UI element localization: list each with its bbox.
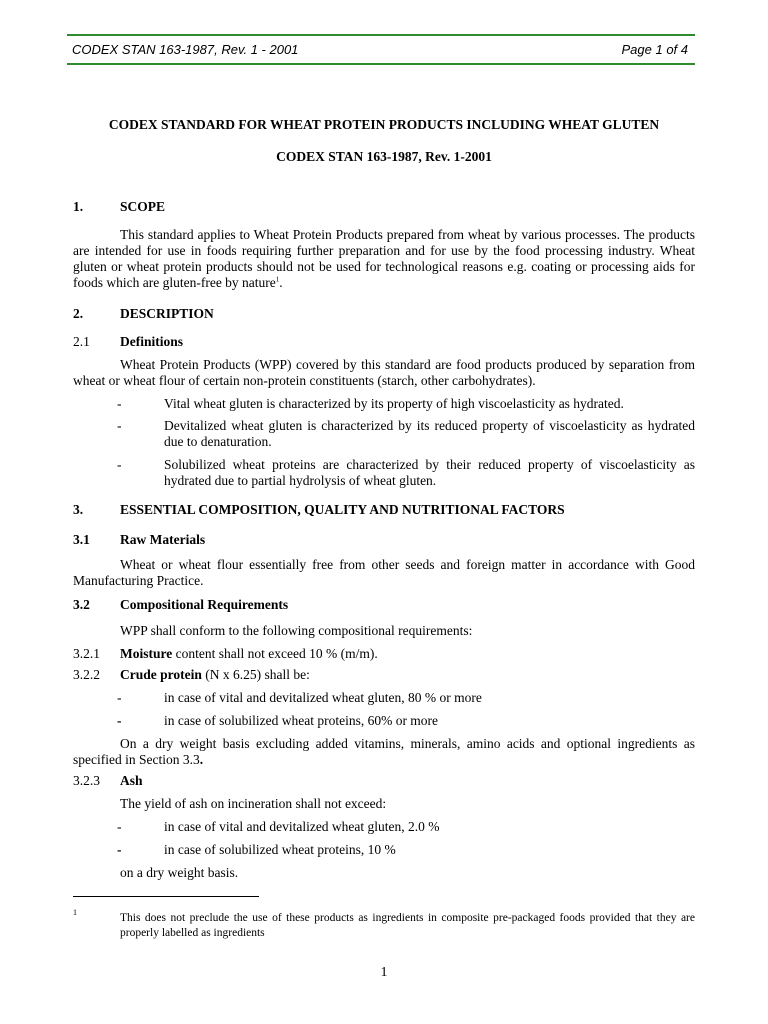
document-subtitle: CODEX STAN 163-1987, Rev. 1-2001 xyxy=(276,149,492,164)
crude-protein-requirement xyxy=(120,667,310,683)
section-2-heading: DESCRIPTION xyxy=(120,306,214,321)
definition-solubilized-proteins: Solubilized wheat proteins are characterized by their reduced property of viscoelasticity as hydrated due to partial hydrolysis of wheat gluten. xyxy=(164,457,695,488)
header-page-label: Page 1 of 4 xyxy=(621,42,688,57)
protein-dash: - xyxy=(117,690,122,705)
dry-weight-text: On a dry weight basis excluding added vitamins, minerals, amino acids and optional ingredients as specified in Section 3.3 xyxy=(73,736,695,767)
definition-dash: - xyxy=(117,418,122,433)
section-1-number: 1. xyxy=(73,199,84,214)
moisture-label: Moisture xyxy=(120,646,173,661)
definitions-paragraph: Wheat Protein Products (WPP) covered by this standard are food products produced by separation from wheat or wheat flour of certain non-protein constituents (starch, other carbohydrates). xyxy=(73,357,695,388)
page-number: 1 xyxy=(380,965,388,980)
scope-text: This standard applies to Wheat Protein Products prepared from wheat by various processes. The products are intended for use in foods requiring further preparation and for use by the food processing industry. Wheat gluten or wheat protein products should not be used for technological reasons e.g. coating or processing aids for foods which are gluten-free by nature xyxy=(73,227,695,290)
moisture-text: content shall not exceed 10 % (m/m). xyxy=(172,646,378,661)
section-1-paragraph xyxy=(73,227,695,291)
header-bottom-rule xyxy=(67,63,695,65)
section-3-number: 3. xyxy=(73,502,84,517)
dry-weight-period: . xyxy=(199,752,204,767)
protein-vital-devitalized: in case of vital and devitalized wheat gluten, 80 % or more xyxy=(164,690,482,705)
section-2-1-heading: Definitions xyxy=(120,334,184,349)
section-3-1-heading: Raw Materials xyxy=(120,532,206,547)
header-top-rule xyxy=(67,34,695,36)
footnote-number: 1 xyxy=(73,908,77,917)
ash-vital-devitalized: in case of vital and devitalized wheat gluten, 2.0 % xyxy=(164,819,440,834)
definition-dash: - xyxy=(117,396,122,411)
section-2-1-number: 2.1 xyxy=(73,334,90,349)
section-3-1-number: 3.1 xyxy=(73,532,90,547)
section-2-number: 2. xyxy=(73,306,84,321)
section-3-heading: ESSENTIAL COMPOSITION, QUALITY AND NUTRITIONAL FACTORS xyxy=(120,502,565,517)
ash-dash: - xyxy=(117,842,122,857)
moisture-requirement xyxy=(120,646,378,662)
footnote-ref-1[interactable]: 1 xyxy=(275,275,280,284)
header-doc-ref: CODEX STAN 163-1987, Rev. 1 - 2001 xyxy=(72,42,299,57)
ash-intro: The yield of ash on incineration shall not exceed: xyxy=(120,796,387,811)
footnote-text: This does not preclude the use of these products as ingredients in composite pre-packaged foods provided that they are properly labelled as ingredients xyxy=(120,912,695,939)
section-3-2-number: 3.2 xyxy=(73,597,90,612)
section-3-2-1-number: 3.2.1 xyxy=(73,646,100,661)
scope-text-end: . xyxy=(279,275,283,290)
ash-solubilized: in case of solubilized wheat proteins, 10 % xyxy=(164,842,396,857)
footnote-separator xyxy=(73,896,259,897)
document-title: CODEX STANDARD FOR WHEAT PROTEIN PRODUCTS INCLUDING WHEAT GLUTEN xyxy=(108,117,660,132)
raw-materials-paragraph: Wheat or wheat flour essentially free from other seeds and foreign matter in accordance with Good Manufacturing Practice. xyxy=(73,557,695,588)
section-3-2-2-number: 3.2.2 xyxy=(73,667,100,682)
section-3-2-3-heading: Ash xyxy=(120,773,143,788)
crude-protein-label: Crude protein xyxy=(120,667,202,682)
protein-dash: - xyxy=(117,713,122,728)
section-3-2-3-number: 3.2.3 xyxy=(73,773,100,788)
definition-devitalized-gluten: Devitalized wheat gluten is characterized by its reduced property of viscoelasticity as hydrated due to denaturation. xyxy=(164,418,695,449)
protein-solubilized: in case of solubilized wheat proteins, 60% or more xyxy=(164,713,439,728)
definition-dash: - xyxy=(117,457,122,472)
ash-dry-weight-basis: on a dry weight basis. xyxy=(120,865,239,880)
section-1-heading: SCOPE xyxy=(120,199,166,214)
ash-dash: - xyxy=(117,819,122,834)
dry-weight-paragraph xyxy=(73,736,695,768)
compositional-intro: WPP shall conform to the following compositional requirements: xyxy=(120,623,473,638)
definition-vital-gluten: Vital wheat gluten is characterized by its property of high viscoelasticity as hydrated. xyxy=(164,396,624,411)
crude-protein-text: (N x 6.25) shall be: xyxy=(201,667,310,682)
section-3-2-heading: Compositional Requirements xyxy=(120,597,289,612)
